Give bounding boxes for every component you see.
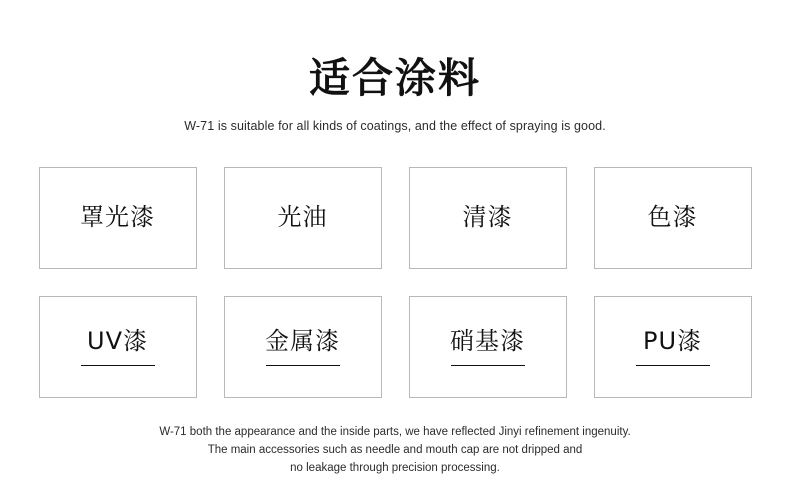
coating-label: 色漆 — [647, 203, 698, 232]
coating-card — [594, 296, 752, 398]
page-title: 适合涂料 — [309, 54, 481, 102]
coating-underline — [266, 365, 340, 366]
coating-card — [594, 167, 752, 269]
coating-underline — [451, 365, 525, 366]
coating-underline — [636, 365, 710, 366]
coating-label: UV漆 — [87, 327, 148, 356]
footer-text — [0, 398, 790, 477]
coating-card — [224, 167, 382, 269]
coating-label: 罩光漆 — [80, 203, 155, 232]
page-subtitle: W-71 is suitable for all kinds of coatings, and the effect of spraying is good. — [184, 119, 606, 134]
coating-label: 金属漆 — [265, 327, 340, 356]
coating-label: 光油 — [277, 203, 328, 232]
coating-label: PU漆 — [642, 327, 703, 356]
footer-line-2: The main accessories such as needle and mouth cap are not dripped and — [207, 444, 583, 456]
coating-grid — [39, 133, 751, 398]
footer-line-1: W-71 both the appearance and the inside parts, we have reflected Jinyi refinement ingenuity. — [159, 426, 631, 439]
coating-label: 清漆 — [462, 203, 513, 232]
coating-card — [409, 296, 567, 398]
coating-underline — [81, 365, 155, 366]
coating-card — [224, 296, 382, 398]
coating-card — [39, 167, 197, 269]
coating-card — [409, 167, 567, 269]
footer-line-3: no leakage through precision processing. — [290, 461, 500, 474]
coating-label: 硝基漆 — [450, 327, 525, 356]
coating-card — [39, 296, 197, 398]
